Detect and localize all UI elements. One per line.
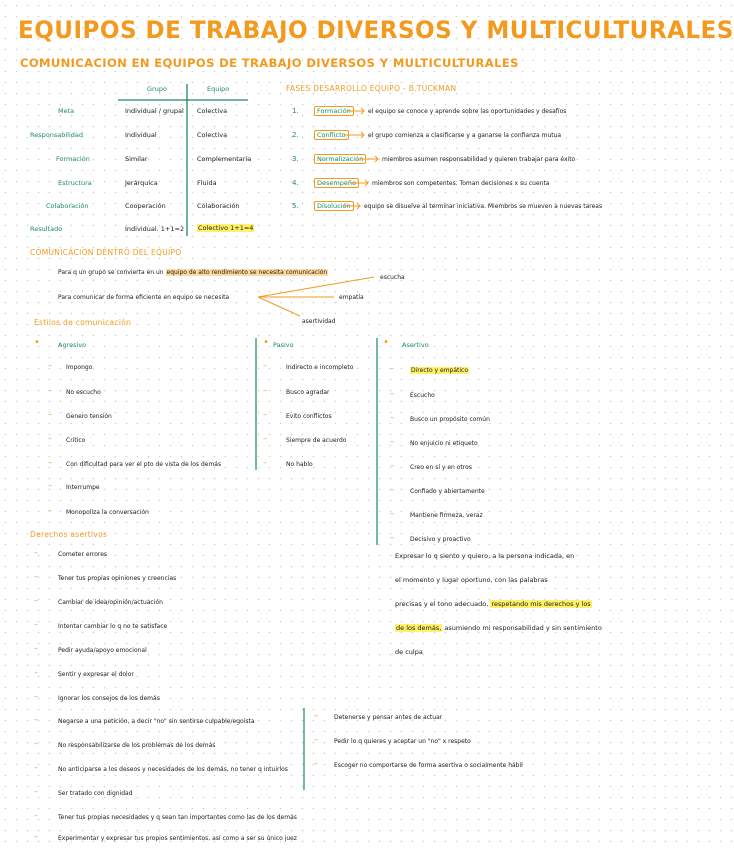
- paragraph-line: Expresar lo q siento y quiero, a la persona indicada, en: [395, 552, 575, 560]
- arrow-icon: [344, 108, 378, 209]
- comm-heading: COMUNICACION DENTRO DEL EQUIPO: [30, 248, 182, 257]
- list-item: Critico: [66, 437, 86, 444]
- comm-line1: Para q un grupo se convierta en un equipo de alto rendimiento se necesita comunicación: [58, 269, 328, 276]
- comm-branch-asertividad: asertividad: [302, 318, 336, 325]
- style-title-asertivo: Asertivo: [402, 341, 429, 349]
- list-item: Busco agradar: [286, 389, 330, 396]
- list-item: Tener tus propias necesidades y q sean tan importantes como las de los demás: [58, 814, 297, 821]
- table-row-label: Responsabilidad: [30, 131, 83, 139]
- table-cell: Cooperación: [125, 202, 166, 210]
- phase-name: Desempeño: [314, 179, 359, 187]
- table-cell-highlight: Colectivo 1+1=4: [198, 224, 254, 232]
- bullet-icon: •: [34, 337, 40, 348]
- list-item: Directo y empático: [411, 367, 469, 374]
- phase-desc: el equipo se conoce y aprende sobre las oportunidades y desafíos: [368, 108, 567, 115]
- table-cell: Individual. 1+1=2: [125, 225, 185, 233]
- comm-line2: Para comunicar de forma eficiente en equipo se necesita: [58, 294, 230, 301]
- phase-number: 3.: [292, 155, 299, 163]
- table-cell: Colectiva: [197, 131, 228, 139]
- paragraph-line: el momento y lugar oportuno, con las palabras: [395, 576, 548, 584]
- list-item: Mantiene firmeza, veraz: [410, 512, 483, 519]
- list-item: Cambiar de idea/opinión/actuación: [58, 599, 163, 606]
- list-item: Busco un propósito común: [410, 416, 490, 423]
- phase-desc: equipo se disuelve al terminar iniciativa. Miembros se mueven a nuevas tareas: [364, 203, 603, 210]
- phase-number: 2.: [292, 131, 299, 139]
- phase-name: Conflicto: [314, 131, 349, 139]
- list-item: Interrumpe: [66, 484, 100, 491]
- table-header-equipo: Equipo: [207, 85, 230, 93]
- list-item: Con dificultad para ver el pto de vista de los demás: [66, 461, 222, 468]
- table-cell: Complementaria: [197, 155, 252, 163]
- list-item: Escucho: [410, 392, 435, 399]
- table-row-label: Resultado: [30, 225, 63, 233]
- list-item: Decisivo y proactivo: [410, 536, 471, 543]
- list-item: No hablo: [286, 461, 313, 468]
- list-item: Monopoliza la conversación: [66, 509, 149, 516]
- list-item: Cometer errores: [58, 551, 108, 558]
- list-item: Pedir ayuda/apoyo emocional: [58, 647, 147, 654]
- phase-number: 5.: [292, 202, 299, 210]
- bullet-icon: •: [263, 337, 269, 348]
- list-item: Detenerse y pensar antes de actuar: [334, 714, 443, 721]
- styles-heading: Estilos de comunicación: [34, 318, 132, 327]
- page-subtitle: COMUNICACION EN EQUIPOS DE TRABAJO DIVERSOS Y MULTICULTURALES: [20, 56, 519, 70]
- table-header-grupo: Grupo: [147, 85, 167, 93]
- page-title: EQUIPOS DE TRABAJO DIVERSOS Y MULTICULTURALES: [18, 16, 734, 44]
- style-title-agresivo: Agresivo: [58, 341, 87, 349]
- phase-desc: miembros asumen responsabilidad y quieren trabajar para éxito: [382, 156, 576, 163]
- table-row-label: Meta: [58, 107, 75, 115]
- table-row-label: Colaboración: [46, 202, 89, 210]
- comm-branch-escucha: escucha: [380, 274, 405, 281]
- list-item: No escucho: [66, 389, 101, 396]
- list-item: No anticiparse a los deseos y necesidades de los demás, no tener q intuirlos: [58, 766, 288, 773]
- rights-heading: Derechos asertivos: [30, 530, 108, 539]
- bullet-icon: •: [383, 337, 389, 348]
- list-item: Tener tus propias opiniones y creencias: [58, 575, 177, 582]
- table-cell: Similar: [125, 155, 148, 163]
- list-item: Escoger no comportarse de forma asertiva o socialmente hábil: [334, 762, 523, 769]
- list-item: Intentar cambiar lo q no te satisface: [58, 623, 168, 630]
- style-title-pasivo: Pasivo: [273, 341, 294, 349]
- comm-branch-empatia: empatía: [339, 294, 364, 301]
- list-item: Confiado y abiertamente: [410, 488, 485, 495]
- phase-number: 4.: [292, 179, 299, 187]
- table-cell: Individual / grupal: [125, 107, 184, 115]
- list-item: Impongo: [66, 364, 93, 371]
- list-item: Creo en sí y en otros: [410, 464, 472, 471]
- list-item: Genero tensión: [66, 413, 112, 420]
- list-item: Negarse a una petición, a decir "no" sin sentirse culpable/egoísta: [58, 718, 255, 725]
- list-item: No responsabilizarse de los problemas de los demás: [58, 742, 216, 749]
- phase-name: Formación: [314, 107, 354, 115]
- table-cell: Colectiva: [197, 107, 228, 115]
- list-item: Evito conflictos: [286, 413, 332, 420]
- table-cell: Colaboración: [197, 202, 240, 210]
- list-item: Pedir lo q quieres y aceptar un "no" x respeto: [334, 738, 471, 745]
- phase-name: Disolución: [314, 202, 354, 210]
- paragraph-line: precisas y el tono adecuado, respetando mis derechos y los: [395, 600, 591, 608]
- table-cell: Individual: [125, 131, 157, 139]
- list-item: Sentir y expresar el dolor: [58, 671, 134, 678]
- list-item: Indirecto e incompleto: [286, 364, 354, 371]
- phase-number: 1.: [292, 107, 299, 115]
- phase-desc: miembros son competentes. Toman decisiones x su cuenta: [372, 180, 550, 187]
- phase-desc: el grupo comienza a clasificarse y a ganarse la confianza mutua: [368, 132, 562, 139]
- paragraph-line: de culpa: [395, 648, 423, 656]
- phase-name: Normalización: [314, 155, 366, 163]
- list-item: Ser tratado con dignidad: [58, 790, 133, 797]
- list-item: Siempre de acuerdo: [286, 437, 347, 444]
- table-cell: Jerárquica: [125, 179, 158, 187]
- branch-lines: [258, 277, 374, 316]
- list-item: No enjuicio ni etiqueto: [410, 440, 478, 447]
- paragraph-line: de los demás, asumiendo mi responsabilidad y sin sentimiento: [396, 624, 602, 632]
- list-item: Experimentar y expresar tus propios sentimientos, así como a ser su único juez: [58, 835, 297, 842]
- table-row-label: Formación: [56, 155, 90, 163]
- list-item: Ignorar los consejos de los demás: [58, 695, 160, 702]
- phases-heading: FASES DESARROLLO EQUIPO - B.TUCKMAN: [286, 84, 457, 93]
- table-row-label: Estructura: [58, 179, 92, 187]
- table-cell: Fluida: [197, 179, 217, 187]
